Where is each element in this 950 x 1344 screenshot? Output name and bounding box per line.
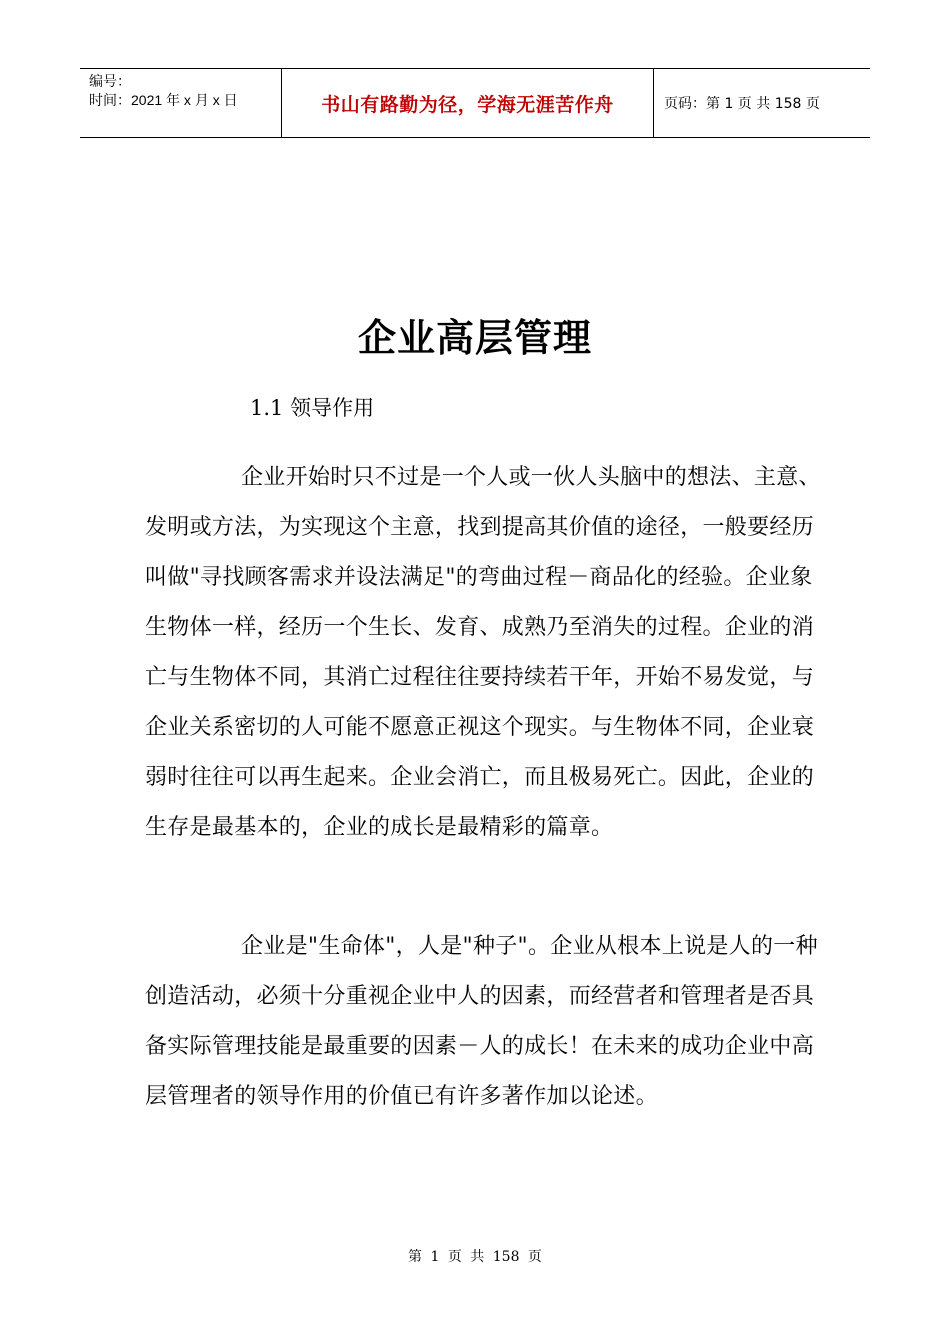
number-label: 编号：	[89, 73, 131, 89]
header-page-info: 页码：第 1 页 共 158 页	[664, 96, 820, 112]
section-heading: 1.1 领导作用	[250, 396, 375, 420]
document-title: 企业高层管理	[357, 316, 592, 360]
paragraph-2: 企业是"生命体"，人是"种子"。企业从根本上说是人的一种创造活动，必须十分重视企业中人的因素，而经营者和管理者是否具备实际管理技能是最重要的因素－人的成长！在未来的成功企业中高层管理者的领导作用的价值已有许多著作加以论述。	[145, 934, 818, 1109]
paragraph-1: 企业开始时只不过是一个人或一伙人头脑中的想法、主意、发明或方法，为实现这个主意，找到提高其价值的途径，一般要经历叫做"寻找顾客需求并设法满足"的弯曲过程－商品化的经验。企业象生物体一样，经历一个生长、发育、成熟乃至消失的过程。企业的消亡与生物体不同，其消亡过程往往要持续若干年，开始不易发觉，与企业关系密切的人可能不愿意正视这个现实。与生物体不同，企业衰弱时往往可以再生起来。企业会消亡，而且极易死亡。因此，企业的生存是最基本的，企业的成长是最精彩的篇章。	[145, 465, 821, 840]
page-footer: 第 1 页 共 158 页	[408, 1249, 542, 1265]
page-header	[80, 68, 870, 138]
header-motto: 书山有路勤为径，学海无涯苦作舟	[282, 69, 654, 137]
time-label: 时间：2021 年 x 月 x 日	[89, 92, 238, 108]
header-meta	[80, 69, 282, 137]
